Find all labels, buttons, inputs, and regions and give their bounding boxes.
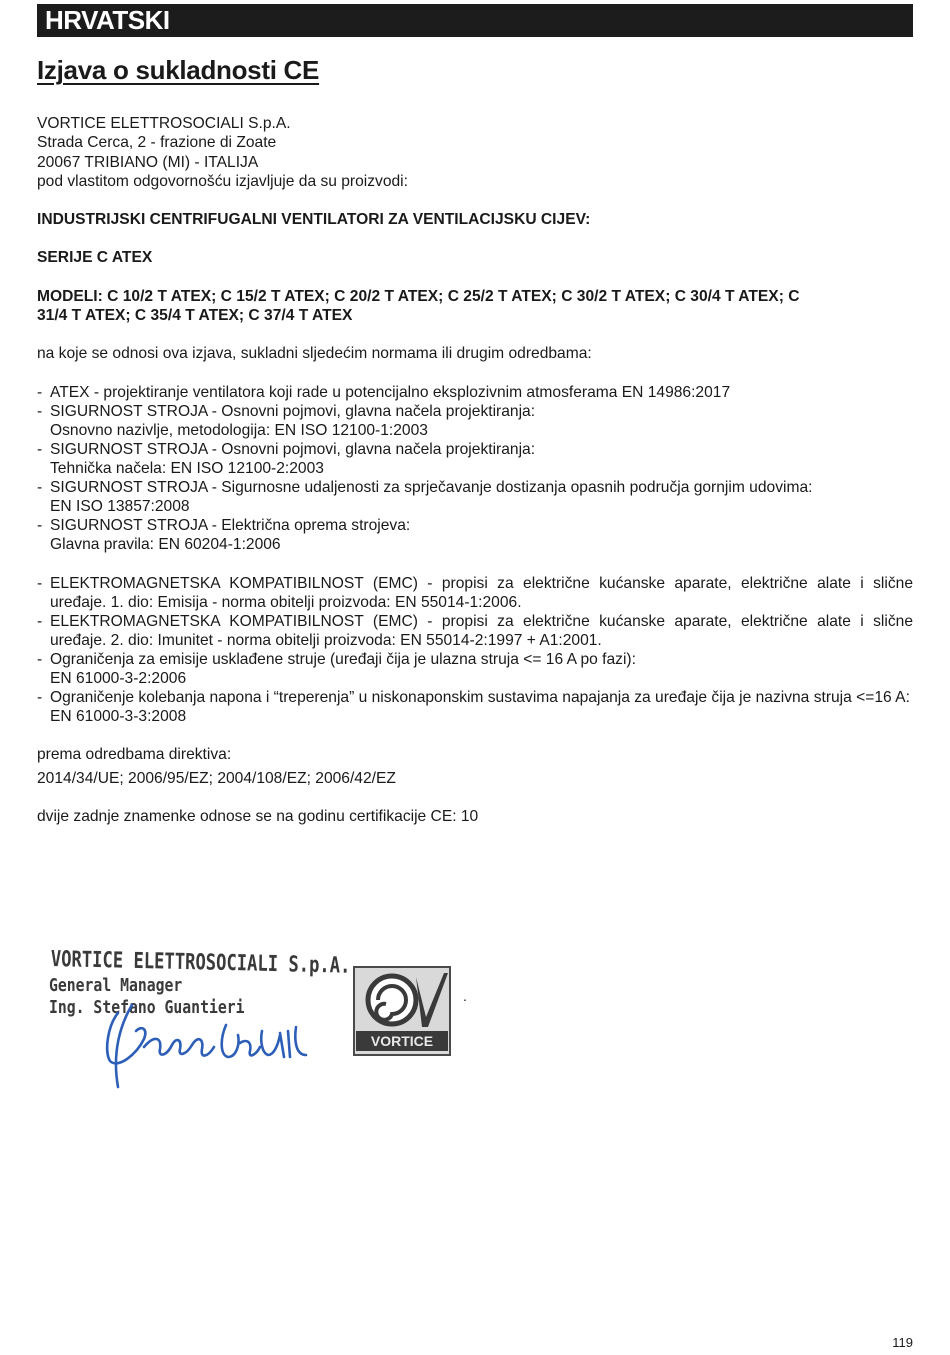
declaration-body (37, 114, 913, 826)
product-series: SERIJE C ATEX (37, 249, 153, 267)
vortice-logo (352, 965, 452, 1057)
company-city: 20067 TRIBIANO (MI) - ITALIJA (37, 153, 259, 171)
stamp-role: General Manager (49, 975, 183, 996)
logo-wordmark: VORTICE (370, 1033, 434, 1049)
page-number: 119 (892, 1335, 913, 1350)
standards-list-1 (37, 383, 913, 555)
standard-item: - Ograničenje kolebanja napona i “treperenja” u niskonaponskim sustavima napajanja za uređaje čija je nazivna struja <=16 A: EN 61000-3-3:2008 (37, 689, 910, 726)
standard-item: - SIGURNOST STROJA - Sigurnosne udaljenosti za sprječavanje dostizanja opasnih područja gornjim udovima: EN ISO 13857:2008 (37, 479, 813, 516)
standard-item: - ATEX - projektiranje ventilatora koji rade u potencijalno eksplozivnim atmosferama EN 14986:2017 (37, 383, 731, 401)
conformity-intro: na koje se odnosi ova izjava, sukladni sljedećim normama ili drugim odredbama: (37, 345, 592, 363)
page-title: Izjava o sukladnosti CE (37, 55, 320, 85)
handwritten-signature (74, 995, 314, 1095)
standard-item: - ELEKTROMAGNETSKA KOMPATIBILNOST (EMC) - propisi za električne kućanske aparate, električne alate i slične uređaje. 1. dio: Emisija - norma obitelji proizvoda: EN 55014-1:2006. (37, 574, 913, 611)
company-street: Strada Cerca, 2 - frazione di Zoate (37, 134, 277, 152)
certification-year-note: dvije zadnje znamenke odnose se na godinu certifikacije CE: 10 (37, 807, 479, 825)
language-header-bar: HRVATSKI (37, 4, 913, 37)
company-name: VORTICE ELETTROSOCIALI S.p.A. (37, 115, 291, 132)
stamp-name: Ing. Stefano Guantieri (49, 997, 245, 1018)
standard-item: - SIGURNOST STROJA - Osnovni pojmovi, glavna načela projektiranja: Osnovno nazivlje, metodologija: EN ISO 12100-1:2003 (37, 402, 536, 439)
standards-list-2 (37, 574, 913, 727)
directives-label: prema odredbama direktiva: (37, 746, 232, 764)
product-models-line-1: MODELI: C 10/2 T ATEX; C 15/2 T ATEX; C 20/2 T ATEX; C 25/2 T ATEX; C 30/2 T ATEX; C 30/4 T ATEX; C (37, 287, 800, 305)
product-type: INDUSTRIJSKI CENTRIFUGALNI VENTILATORI ZA VENTILACIJSKU CIJEV: (37, 211, 591, 229)
standard-item: - Ograničenja za emisije usklađene struje (uređaji čija je ulazna struja <= 16 A po fazi): EN 61000-3-2:2006 (37, 650, 636, 687)
product-models-line-2: 31/4 T ATEX; C 35/4 T ATEX; C 37/4 T ATEX (37, 307, 353, 325)
responsibility-statement: pod vlastitom odgovornošću izjavljuje da su proizvodi: (37, 172, 408, 190)
standard-item: - SIGURNOST STROJA - Električna oprema strojeva: Glavna pravila: EN 60204-1:2006 (37, 517, 411, 554)
standard-item: - SIGURNOST STROJA - Osnovni pojmovi, glavna načela projektiranja: Tehnička načela: EN ISO 12100-2:2003 (37, 440, 536, 478)
directives-list: 2014/34/UE; 2006/95/EZ; 2004/108/EZ; 2006/42/EZ (37, 769, 396, 787)
standard-item: - ELEKTROMAGNETSKA KOMPATIBILNOST (EMC) - propisi za električne kućanske aparate, električne alate i slične uređaje. 2. dio: Imunitet - norma obitelji proizvoda: EN 55014-2:1997 + A1:2001. (37, 612, 913, 649)
stamp-company: VORTICE ELETTROSOCIALI S.p.A. (50, 947, 351, 979)
trailing-mark: . (463, 988, 467, 1004)
